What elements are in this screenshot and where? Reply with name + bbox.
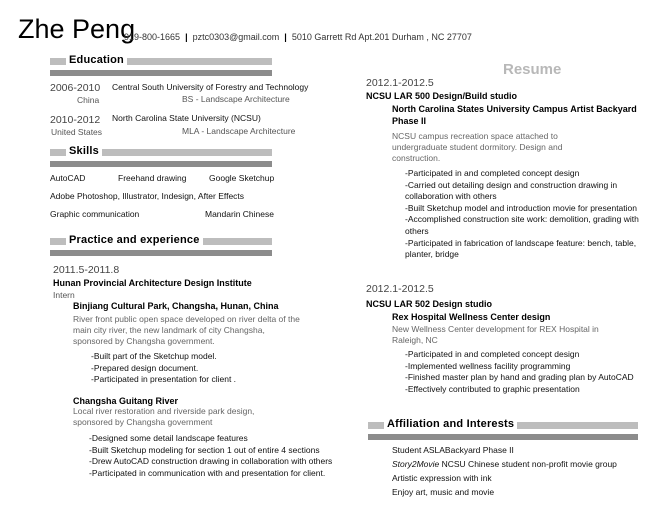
skill-item: Graphic communication <box>50 209 140 219</box>
edu-years-1: 2006-2010 <box>50 82 101 94</box>
task-item: -Built Sketchup modeling for section 1 out of entire 4 sections <box>89 444 320 455</box>
practice-role: Intern <box>53 290 75 300</box>
heading-bar <box>368 434 638 440</box>
project-tasks <box>89 433 351 479</box>
task-item: -Participated in and completed concept design <box>405 349 580 359</box>
studio1-project: North Carolina States University Campus Artist Backyard Phase II <box>392 104 637 126</box>
edu-school-1: Central South University of Forestry and Technology <box>112 82 309 92</box>
task-item: -Effectively contributed to graphic presentation <box>405 383 580 394</box>
studio1-date: 2012.1-2012.5 <box>366 77 434 89</box>
task-item: -Drew AutoCAD construction drawing in collaboration with others <box>89 456 333 467</box>
task-item: -Carried out detailing design and construction drawing in collaboration with others <box>405 179 618 202</box>
project-name: Binjiang Cultural Park, Changsha, Hunan, China <box>73 301 279 311</box>
project-tasks <box>91 351 311 386</box>
edu-years-2: 2010-2012 <box>50 114 101 126</box>
education-heading <box>50 56 272 80</box>
task-item: -Prepared design document. <box>91 362 199 373</box>
edu-place-1: China <box>77 95 100 105</box>
heading-bar <box>50 161 272 167</box>
skill-item: Adobe Photoshop, Illustrator, Indesign, After Effects <box>50 191 245 201</box>
skill-item: Freehand drawing <box>118 173 187 183</box>
task-item: -Implemented wellness facility programming <box>405 360 571 371</box>
affiliation-title: Affiliation and Interests <box>384 418 517 430</box>
project-desc: River front public open space developed on river delta of the main city river, the new landmark of city Changsha, sponsored by Changsha government. <box>73 314 300 346</box>
phone: 919-800-1665 <box>124 32 181 42</box>
task-item: -Built Sketchup model and introduction movie for presentation <box>405 202 637 213</box>
edu-school-2: North Carolina State University (NCSU) <box>112 113 261 123</box>
task-item: -Participated in communication with and presentation for client. <box>89 467 326 478</box>
practice-title: Practice and experience <box>66 234 203 246</box>
resume-name: Zhe Peng <box>18 14 136 44</box>
task-item: -Participated in fabrication of landscape feature: bench, table, planter, bridge <box>405 237 637 260</box>
task-item: -Finished master plan by hand and grading plan by AutoCAD <box>405 372 634 383</box>
heading-bar <box>50 250 272 256</box>
affiliation-item: Artistic expression with ink <box>392 473 492 483</box>
edu-place-2: United States <box>51 127 103 137</box>
skill-item: Mandarin Chinese <box>205 209 274 219</box>
affiliation-item: Student ASLABackyard Phase II <box>392 445 514 455</box>
skills-title: Skills <box>66 145 102 157</box>
affiliation-heading <box>368 420 638 444</box>
studio1-desc: NCSU campus recreation space attached to undergraduate student dormitory. Design and construction. <box>392 131 563 163</box>
studio2-project: Rex Hospital Wellness Center design <box>392 312 551 322</box>
studio2-tasks <box>405 349 645 395</box>
education-title: Education <box>66 54 127 66</box>
resume-watermark: Resume <box>503 61 562 78</box>
affiliation-item: Enjoy art, music and movie <box>392 487 495 497</box>
studio1-tasks <box>405 168 653 261</box>
studio2-course: NCSU LAR 502 Design studio <box>366 299 493 309</box>
edu-degree-2: MLA - Landscape Architecture <box>182 126 296 136</box>
task-item: -Participated in and completed concept design <box>405 168 580 178</box>
task-item: -Accomplished construction site work: demolition, grading with others <box>405 214 639 236</box>
edu-degree-1: BS - Landscape Architecture <box>182 94 290 104</box>
email: pztc0303@gmail.com <box>192 32 280 42</box>
task-item: -Participated in presentation for client . <box>91 374 237 385</box>
practice-org: Hunan Provincial Architecture Design Institute <box>53 278 252 288</box>
separator: | <box>185 32 188 42</box>
studio2-desc: New Wellness Center development for REX Hospital in Raleigh, NC <box>392 324 599 345</box>
task-item: -Built part of the Sketchup model. <box>91 351 217 361</box>
task-item: -Designed some detail landscape features <box>89 433 248 443</box>
separator: | <box>284 32 287 42</box>
skill-item: Google Sketchup <box>209 173 275 183</box>
project-desc: Local river restoration and riverside park design, sponsored by Changsha government <box>73 406 255 427</box>
project-name: Changsha Guitang River <box>73 396 179 406</box>
heading-bar <box>50 70 272 76</box>
studio2-date: 2012.1-2012.5 <box>366 283 434 295</box>
affiliation-italic: Story2Movie <box>392 459 440 469</box>
practice-heading <box>50 236 272 260</box>
address: 5010 Garrett Rd Apt.201 Durham , NC 27707 <box>291 32 472 42</box>
studio1-course: NCSU LAR 500 Design/Build studio <box>366 91 518 101</box>
affiliation-rest: NCSU Chinese student non-profit movie group <box>439 459 617 469</box>
skills-heading <box>50 147 272 171</box>
practice-date: 2011.5-2011.8 <box>53 264 120 276</box>
skill-item: AutoCAD <box>50 173 86 183</box>
affiliation-item <box>392 459 617 469</box>
contact-line <box>124 32 472 42</box>
